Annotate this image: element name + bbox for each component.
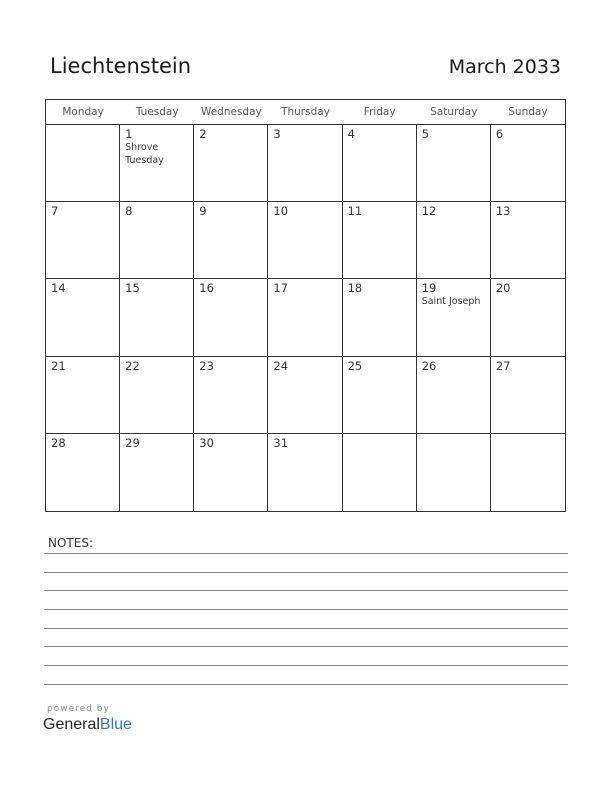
day-number: 21 xyxy=(51,358,66,373)
day-cell xyxy=(46,434,120,511)
notes-line xyxy=(44,609,568,610)
day-number: 26 xyxy=(421,358,437,373)
day-number: 27 xyxy=(495,358,511,373)
day-number: 6 xyxy=(495,127,504,141)
weekday-label: Thursday xyxy=(281,106,330,118)
day-cell xyxy=(417,279,491,356)
day-number: 5 xyxy=(421,127,430,141)
day-cell xyxy=(46,279,120,356)
day-cell xyxy=(491,125,565,202)
notes-line xyxy=(44,628,568,629)
day-cell xyxy=(194,202,268,279)
brand-name-blue: Blue xyxy=(99,716,132,733)
day-cell xyxy=(46,125,120,202)
notes-line xyxy=(44,553,568,554)
day-number: 8 xyxy=(125,204,133,219)
weekday-label: Monday xyxy=(62,106,104,118)
day-cell xyxy=(491,202,565,279)
day-cell xyxy=(343,202,417,279)
notes-line xyxy=(44,590,568,591)
day-number: 29 xyxy=(125,435,140,450)
day-number: 12 xyxy=(421,204,437,219)
day-cell xyxy=(417,434,491,511)
day-cell xyxy=(194,125,268,202)
day-cell xyxy=(194,279,268,356)
day-number: 24 xyxy=(273,358,289,373)
notes-line xyxy=(44,572,568,573)
day-cell xyxy=(491,434,565,511)
day-number: 14 xyxy=(51,281,66,296)
day-number: 15 xyxy=(125,281,140,296)
day-number: 1 xyxy=(125,127,133,141)
day-cell xyxy=(491,279,565,356)
day-number: 22 xyxy=(125,358,140,373)
day-number: 25 xyxy=(347,358,363,373)
day-cell xyxy=(120,434,194,511)
day-number: 3 xyxy=(273,127,281,141)
notes-line xyxy=(44,665,568,666)
country-title: Liechtenstein xyxy=(50,54,192,78)
day-cell xyxy=(120,357,194,434)
day-cell xyxy=(194,357,268,434)
day-number: 31 xyxy=(273,435,289,450)
day-number: 20 xyxy=(495,281,511,296)
weekday-label: Wednesday xyxy=(200,106,262,118)
day-cell xyxy=(343,125,417,202)
brand-name-general: General xyxy=(43,716,100,733)
day-cell xyxy=(46,202,120,279)
powered-by-label: powered by xyxy=(47,704,110,714)
day-cell xyxy=(120,279,194,356)
day-cell xyxy=(491,357,565,434)
day-cell xyxy=(343,279,417,356)
day-grid xyxy=(46,125,565,511)
day-cell xyxy=(194,434,268,511)
day-cell xyxy=(417,125,491,202)
day-number: 10 xyxy=(273,204,289,219)
day-cell xyxy=(417,202,491,279)
day-cell xyxy=(343,357,417,434)
day-cell xyxy=(268,202,342,279)
weekday-label: Saturday xyxy=(430,106,478,118)
day-cell xyxy=(120,202,194,279)
generalblue-logo xyxy=(43,716,132,734)
day-number: 18 xyxy=(347,281,363,296)
day-number: 19 xyxy=(421,281,437,296)
notes-line xyxy=(44,684,568,685)
notes-label: NOTES: xyxy=(48,536,93,550)
holiday-label: Shrove Tuesday xyxy=(125,142,164,166)
day-cell xyxy=(268,434,342,511)
day-number: 17 xyxy=(273,281,289,296)
notes-line xyxy=(44,646,568,647)
day-number: 11 xyxy=(347,204,363,219)
day-number: 7 xyxy=(51,204,59,219)
day-number: 16 xyxy=(199,281,214,296)
day-cell xyxy=(268,357,342,434)
day-number: 9 xyxy=(199,204,207,219)
weekday-label: Friday xyxy=(363,106,396,118)
day-cell xyxy=(120,125,194,202)
day-cell xyxy=(46,357,120,434)
weekday-header xyxy=(46,100,565,125)
holiday-label: Saint Joseph xyxy=(421,296,481,308)
day-number: 13 xyxy=(495,204,511,219)
month-year-title: March 2033 xyxy=(448,56,561,78)
day-number: 28 xyxy=(51,435,66,450)
calendar-grid xyxy=(45,99,566,512)
day-cell xyxy=(268,279,342,356)
day-number: 4 xyxy=(347,127,355,141)
day-cell xyxy=(268,125,342,202)
weekday-label: Tuesday xyxy=(135,106,179,118)
day-number: 30 xyxy=(199,435,214,450)
day-number: 23 xyxy=(199,358,214,373)
day-cell xyxy=(417,357,491,434)
weekday-label: Sunday xyxy=(508,106,548,118)
day-number: 2 xyxy=(199,127,207,141)
day-cell xyxy=(343,434,417,511)
